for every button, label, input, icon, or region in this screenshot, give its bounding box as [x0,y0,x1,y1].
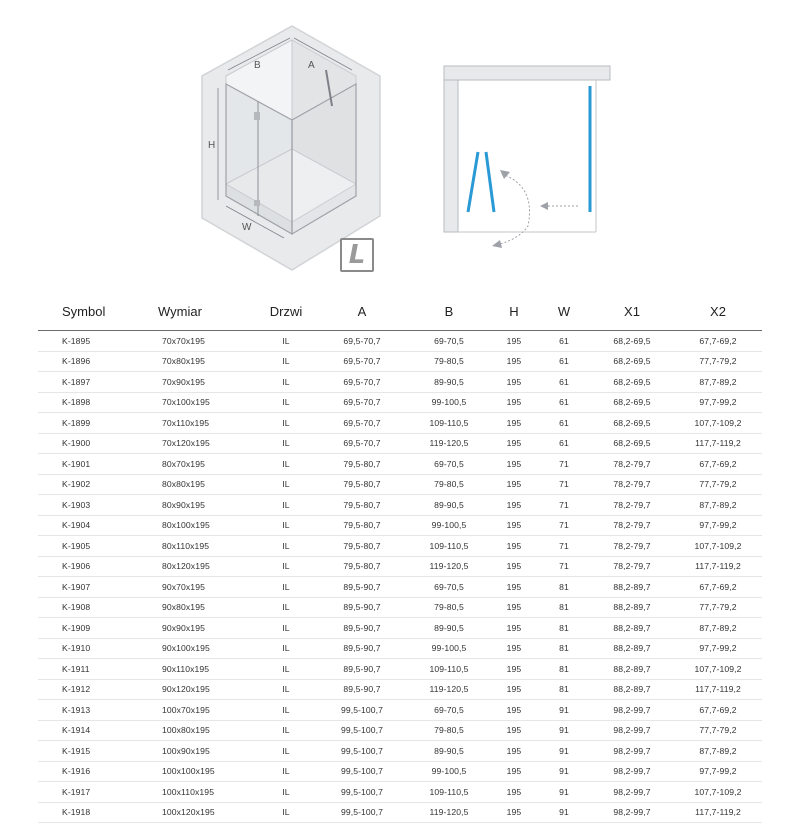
cell-wymiar: 90x120x195 [138,679,256,700]
cell-x2: 107,7-109,2 [674,659,762,680]
cell-b: 89-90,5 [408,741,490,762]
cell-a: 89,5-90,7 [316,577,408,598]
cell-drzwi: IL [256,536,316,557]
cell-h: 195 [490,638,538,659]
cell-b: 119-120,5 [408,802,490,823]
cell-x2: 97,7-99,2 [674,761,762,782]
column-header-wymiar: Wymiar [138,292,256,331]
cell-x1: 98,2-99,7 [590,720,674,741]
cell-w: 71 [538,474,590,495]
table-row [38,392,762,413]
table-row [38,597,762,618]
cell-wymiar: 70x120x195 [138,433,256,454]
dimensions-table-wrapper [38,292,762,823]
cell-x1: 78,2-79,7 [590,474,674,495]
cell-symbol: K-1908 [38,597,138,618]
plan-wall-top [444,66,610,80]
cell-b: 69-70,5 [408,577,490,598]
cell-drzwi: IL [256,741,316,762]
cell-drzwi: IL [256,761,316,782]
cell-x1: 88,2-89,7 [590,618,674,639]
cell-h: 195 [490,495,538,516]
cell-w: 81 [538,577,590,598]
cell-x2: 77,7-79,2 [674,597,762,618]
cell-w: 91 [538,700,590,721]
cell-b: 69-70,5 [408,700,490,721]
cell-x2: 67,7-69,2 [674,454,762,475]
cell-drzwi: IL [256,720,316,741]
cell-symbol: K-1918 [38,802,138,823]
cell-x2: 77,7-79,2 [674,474,762,495]
cell-h: 195 [490,597,538,618]
table-row [38,577,762,598]
cell-b: 119-120,5 [408,556,490,577]
cell-x2: 67,7-69,2 [674,331,762,352]
cell-w: 61 [538,433,590,454]
cell-a: 89,5-90,7 [316,618,408,639]
cell-a: 89,5-90,7 [316,659,408,680]
cell-x1: 88,2-89,7 [590,659,674,680]
cell-a: 69,5-70,7 [316,433,408,454]
cell-x2: 117,7-119,2 [674,556,762,577]
plan-door-panel-1 [468,152,478,212]
cell-a: 79,5-80,7 [316,454,408,475]
cell-h: 195 [490,761,538,782]
cell-x2: 97,7-99,2 [674,392,762,413]
cell-b: 79-80,5 [408,474,490,495]
cell-wymiar: 100x100x195 [138,761,256,782]
cell-w: 71 [538,454,590,475]
cell-w: 81 [538,638,590,659]
cell-wymiar: 90x70x195 [138,577,256,598]
column-header-w: W [538,292,590,331]
cell-wymiar: 90x110x195 [138,659,256,680]
cell-x2: 77,7-79,2 [674,351,762,372]
cell-x1: 98,2-99,7 [590,802,674,823]
cell-a: 69,5-70,7 [316,331,408,352]
cell-x2: 87,7-89,2 [674,618,762,639]
cell-symbol: K-1917 [38,782,138,803]
cell-wymiar: 100x110x195 [138,782,256,803]
cell-x1: 78,2-79,7 [590,495,674,516]
cell-x1: 88,2-89,7 [590,597,674,618]
cell-wymiar: 70x70x195 [138,331,256,352]
cell-w: 61 [538,331,590,352]
cell-symbol: K-1901 [38,454,138,475]
cell-drzwi: IL [256,454,316,475]
cell-w: 81 [538,597,590,618]
cell-x1: 98,2-99,7 [590,700,674,721]
table-row [38,515,762,536]
cell-a: 79,5-80,7 [316,515,408,536]
cell-drzwi: IL [256,700,316,721]
cell-x2: 117,7-119,2 [674,802,762,823]
cell-drzwi: IL [256,638,316,659]
cell-drzwi: IL [256,679,316,700]
plan-wall-left [444,80,458,232]
cell-symbol: K-1900 [38,433,138,454]
table-row [38,454,762,475]
cell-h: 195 [490,679,538,700]
iso-label-b: B [254,60,261,71]
cell-symbol: K-1902 [38,474,138,495]
table-row [38,618,762,639]
cell-b: 89-90,5 [408,618,490,639]
cell-x2: 107,7-109,2 [674,782,762,803]
cell-symbol: K-1914 [38,720,138,741]
cell-drzwi: IL [256,802,316,823]
cell-x2: 107,7-109,2 [674,536,762,557]
figures-area [0,0,800,290]
table-row [38,433,762,454]
table-row [38,761,762,782]
cell-w: 81 [538,679,590,700]
cell-x1: 78,2-79,7 [590,454,674,475]
plan-swing-arrowhead-bottom [492,240,502,248]
cell-b: 99-100,5 [408,515,490,536]
plan-swing-arc [500,174,530,244]
cell-symbol: K-1898 [38,392,138,413]
cell-x2: 117,7-119,2 [674,433,762,454]
cell-w: 71 [538,536,590,557]
cell-a: 99,5-100,7 [316,782,408,803]
cell-drzwi: IL [256,474,316,495]
cell-symbol: K-1899 [38,413,138,434]
cell-a: 69,5-70,7 [316,413,408,434]
cell-h: 195 [490,433,538,454]
cell-x1: 78,2-79,7 [590,515,674,536]
table-row [38,679,762,700]
cell-a: 99,5-100,7 [316,761,408,782]
cell-x1: 68,2-69,5 [590,331,674,352]
column-header-b: B [408,292,490,331]
cell-wymiar: 90x80x195 [138,597,256,618]
cell-wymiar: 80x110x195 [138,536,256,557]
cell-h: 195 [490,372,538,393]
cell-a: 79,5-80,7 [316,495,408,516]
cell-x1: 68,2-69,5 [590,351,674,372]
cell-drzwi: IL [256,659,316,680]
cell-h: 195 [490,351,538,372]
cell-x1: 98,2-99,7 [590,782,674,803]
cell-w: 71 [538,515,590,536]
cell-wymiar: 70x110x195 [138,413,256,434]
cell-x1: 68,2-69,5 [590,413,674,434]
cell-drzwi: IL [256,556,316,577]
cell-b: 119-120,5 [408,433,490,454]
table-row [38,556,762,577]
cell-x1: 88,2-89,7 [590,638,674,659]
cell-symbol: K-1916 [38,761,138,782]
cell-x1: 98,2-99,7 [590,741,674,762]
cell-w: 61 [538,413,590,434]
iso-label-w: W [242,222,252,233]
cell-x2: 67,7-69,2 [674,577,762,598]
cell-h: 195 [490,802,538,823]
cell-a: 99,5-100,7 [316,741,408,762]
cell-drzwi: IL [256,351,316,372]
cell-h: 195 [490,618,538,639]
cell-b: 79-80,5 [408,597,490,618]
cell-b: 109-110,5 [408,659,490,680]
table-row [38,782,762,803]
cell-a: 89,5-90,7 [316,679,408,700]
cell-h: 195 [490,331,538,352]
column-header-symbol: Symbol [38,292,138,331]
cell-symbol: K-1915 [38,741,138,762]
cell-x2: 87,7-89,2 [674,495,762,516]
cell-b: 69-70,5 [408,454,490,475]
cell-h: 195 [490,413,538,434]
table-row [38,700,762,721]
cell-drzwi: IL [256,618,316,639]
cell-h: 195 [490,577,538,598]
cell-b: 79-80,5 [408,351,490,372]
cell-x1: 88,2-89,7 [590,679,674,700]
cell-w: 71 [538,556,590,577]
cell-wymiar: 100x90x195 [138,741,256,762]
cell-x1: 78,2-79,7 [590,556,674,577]
cell-x1: 68,2-69,5 [590,372,674,393]
cell-symbol: K-1903 [38,495,138,516]
cell-b: 109-110,5 [408,536,490,557]
table-header-row [38,292,762,331]
cell-symbol: K-1907 [38,577,138,598]
cell-symbol: K-1905 [38,536,138,557]
cell-w: 91 [538,761,590,782]
cell-b: 109-110,5 [408,413,490,434]
cell-a: 79,5-80,7 [316,536,408,557]
cell-symbol: K-1897 [38,372,138,393]
cell-x1: 98,2-99,7 [590,761,674,782]
cell-x1: 88,2-89,7 [590,577,674,598]
isometric-enclosure-drawing [196,24,386,274]
cell-x1: 78,2-79,7 [590,536,674,557]
cell-a: 99,5-100,7 [316,720,408,741]
plan-view-drawing [440,62,614,254]
cell-drzwi: IL [256,413,316,434]
cell-h: 195 [490,556,538,577]
cell-h: 195 [490,515,538,536]
column-header-a: A [316,292,408,331]
cell-wymiar: 70x80x195 [138,351,256,372]
variant-badge-label: L [348,240,366,270]
cell-b: 99-100,5 [408,638,490,659]
cell-x2: 107,7-109,2 [674,413,762,434]
cell-x2: 77,7-79,2 [674,720,762,741]
column-header-drzwi: Drzwi [256,292,316,331]
cell-w: 61 [538,392,590,413]
table-row [38,331,762,352]
cell-drzwi: IL [256,515,316,536]
table-row [38,638,762,659]
iso-hinge-bottom [254,200,260,206]
cell-symbol: K-1911 [38,659,138,680]
cell-symbol: K-1904 [38,515,138,536]
dimensions-table [38,292,762,823]
column-header-x2: X2 [674,292,762,331]
table-row [38,741,762,762]
cell-wymiar: 80x80x195 [138,474,256,495]
cell-w: 71 [538,495,590,516]
table-row [38,474,762,495]
cell-symbol: K-1910 [38,638,138,659]
cell-b: 109-110,5 [408,782,490,803]
cell-wymiar: 80x70x195 [138,454,256,475]
cell-a: 79,5-80,7 [316,556,408,577]
cell-a: 89,5-90,7 [316,638,408,659]
cell-a: 99,5-100,7 [316,700,408,721]
cell-symbol: K-1906 [38,556,138,577]
cell-w: 61 [538,351,590,372]
cell-h: 195 [490,474,538,495]
cell-wymiar: 90x100x195 [138,638,256,659]
cell-drzwi: IL [256,372,316,393]
cell-b: 89-90,5 [408,372,490,393]
cell-wymiar: 70x100x195 [138,392,256,413]
plan-door-panel-2 [486,152,494,212]
cell-symbol: K-1912 [38,679,138,700]
cell-b: 79-80,5 [408,720,490,741]
cell-w: 81 [538,618,590,639]
cell-a: 99,5-100,7 [316,802,408,823]
cell-symbol: K-1896 [38,351,138,372]
iso-label-a: A [308,60,315,71]
cell-w: 91 [538,720,590,741]
cell-h: 195 [490,700,538,721]
cell-w: 91 [538,802,590,823]
cell-w: 61 [538,372,590,393]
cell-wymiar: 80x100x195 [138,515,256,536]
cell-a: 79,5-80,7 [316,474,408,495]
cell-w: 91 [538,741,590,762]
column-header-x1: X1 [590,292,674,331]
table-row [38,495,762,516]
table-row [38,372,762,393]
cell-x2: 117,7-119,2 [674,679,762,700]
cell-x2: 87,7-89,2 [674,741,762,762]
cell-h: 195 [490,392,538,413]
cell-h: 195 [490,741,538,762]
cell-drzwi: IL [256,392,316,413]
cell-a: 69,5-70,7 [316,351,408,372]
cell-drzwi: IL [256,433,316,454]
table-row [38,802,762,823]
cell-w: 91 [538,782,590,803]
cell-wymiar: 90x90x195 [138,618,256,639]
cell-b: 99-100,5 [408,392,490,413]
plan-slide-arrowhead [540,202,548,210]
cell-symbol: K-1913 [38,700,138,721]
cell-symbol: K-1909 [38,618,138,639]
table-row [38,413,762,434]
cell-b: 89-90,5 [408,495,490,516]
column-header-h: H [490,292,538,331]
cell-drzwi: IL [256,331,316,352]
cell-x2: 97,7-99,2 [674,515,762,536]
cell-wymiar: 80x90x195 [138,495,256,516]
cell-x2: 97,7-99,2 [674,638,762,659]
iso-hinge-top [254,112,260,120]
cell-drzwi: IL [256,495,316,516]
cell-x1: 68,2-69,5 [590,392,674,413]
table-row [38,720,762,741]
table-row [38,536,762,557]
cell-b: 69-70,5 [408,331,490,352]
cell-x2: 87,7-89,2 [674,372,762,393]
plan-swing-arrowhead-top [500,170,510,179]
cell-wymiar: 80x120x195 [138,556,256,577]
cell-x1: 68,2-69,5 [590,433,674,454]
cell-w: 81 [538,659,590,680]
cell-x2: 67,7-69,2 [674,700,762,721]
cell-h: 195 [490,536,538,557]
table-row [38,659,762,680]
cell-a: 89,5-90,7 [316,597,408,618]
cell-b: 119-120,5 [408,679,490,700]
iso-label-h: H [208,140,216,151]
cell-drzwi: IL [256,597,316,618]
cell-h: 195 [490,659,538,680]
table-row [38,351,762,372]
cell-wymiar: 70x90x195 [138,372,256,393]
cell-wymiar: 100x70x195 [138,700,256,721]
cell-h: 195 [490,454,538,475]
cell-a: 69,5-70,7 [316,392,408,413]
cell-a: 69,5-70,7 [316,372,408,393]
cell-drzwi: IL [256,577,316,598]
cell-h: 195 [490,782,538,803]
cell-drzwi: IL [256,782,316,803]
cell-h: 195 [490,720,538,741]
cell-symbol: K-1895 [38,331,138,352]
cell-b: 99-100,5 [408,761,490,782]
cell-wymiar: 100x120x195 [138,802,256,823]
variant-badge [340,238,374,272]
cell-wymiar: 100x80x195 [138,720,256,741]
